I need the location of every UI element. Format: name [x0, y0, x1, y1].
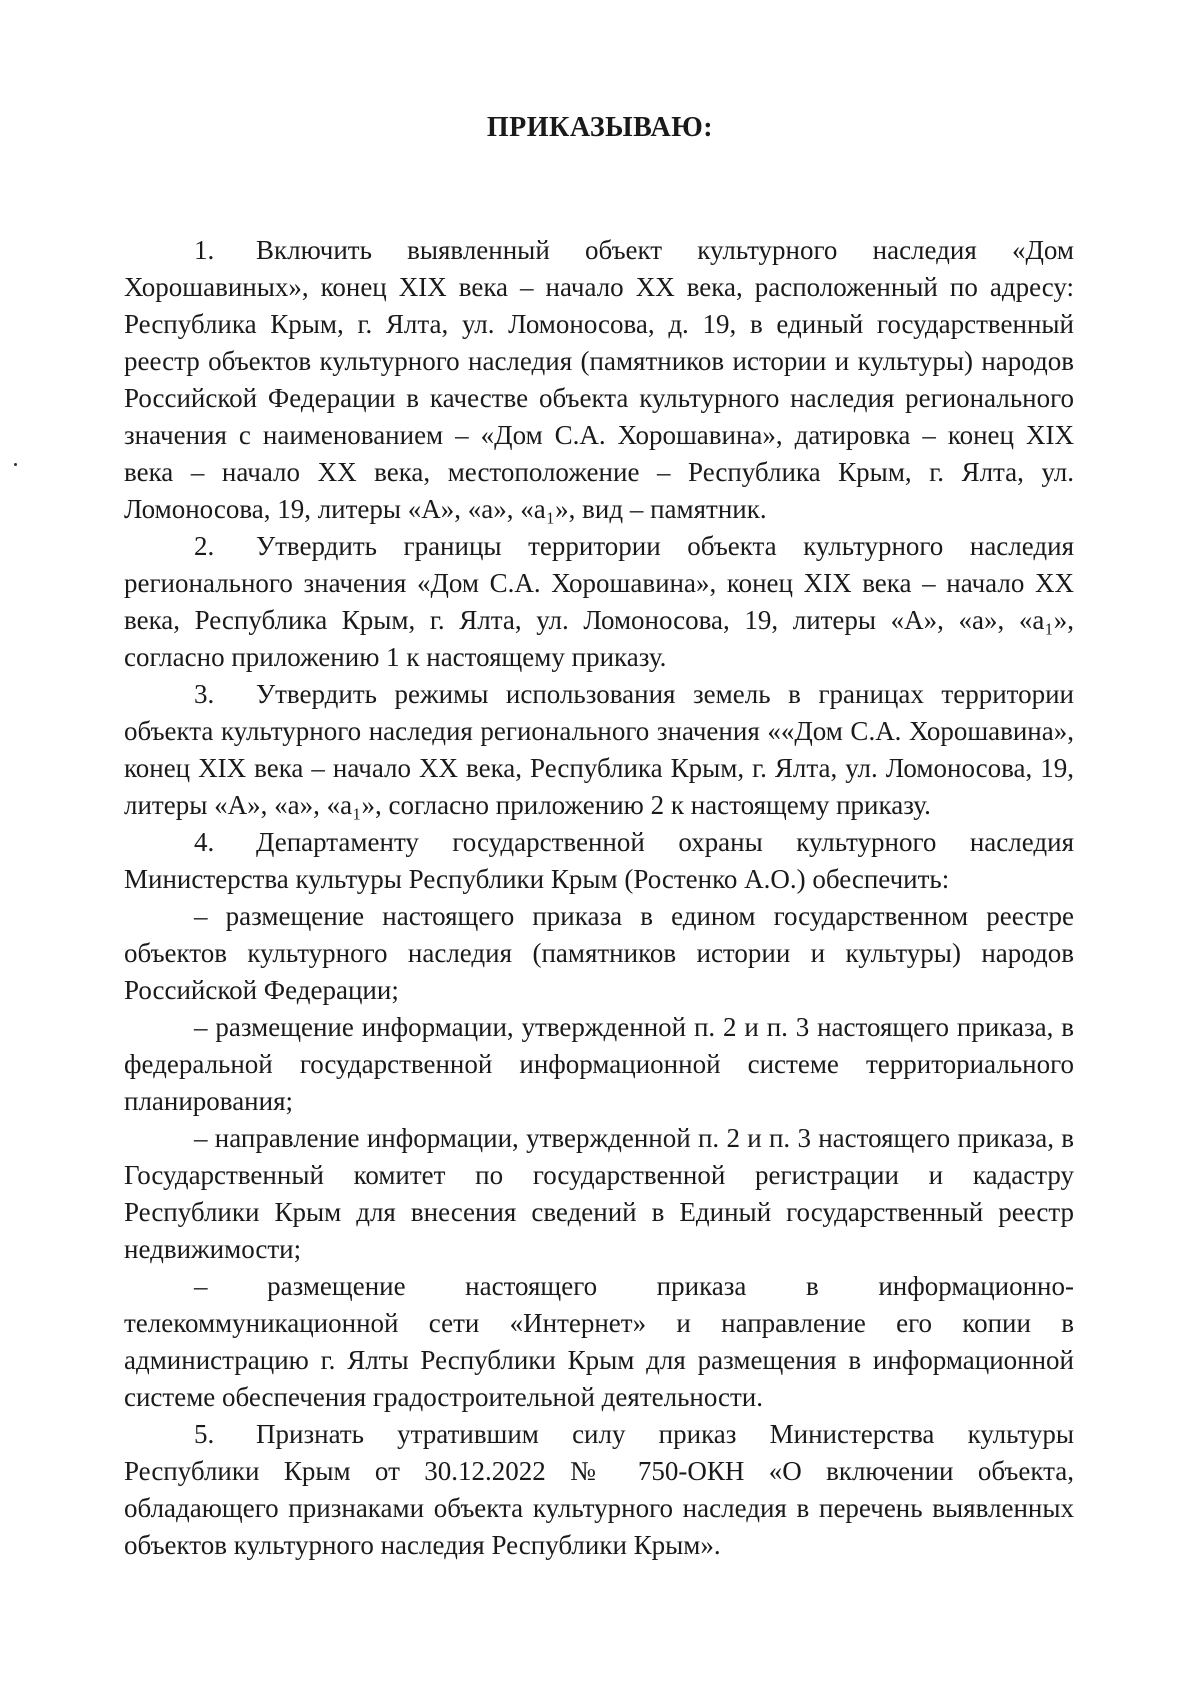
- item-number: 3.: [194, 679, 215, 709]
- subitem-registry: – размещение настоящего приказа в едином государственном реестре объектов культурного наследия (памятников истории и культуры) народов Российской Федерации;: [124, 901, 1074, 1005]
- subitem-internet: – размещение настоящего приказа в информационно-телекоммуникационной сети «Интернет» и направление его копии в администрацию г. Ялты Республики Крым для размещения в информационной системе обеспечения градостроительной деятельности.: [124, 1271, 1074, 1412]
- item-text: Утвердить режимы использования земель в границах территории объекта культурного наследия регионального значения ««Дом С.А. Хорошавина», конец XIX века – начало XX века, Республика Крым, г. Ялта, ул. Ломоносова, 19, литеры «А», «а», «а₁», согласно приложению 2 к настоящему приказу.: [124, 679, 1074, 820]
- item-text: Департаменту государственной охраны культурного наследия Министерства культуры Республики Крым (Ростенко А.О.) обеспечить:: [124, 827, 1074, 894]
- scan-speck: [14, 463, 17, 466]
- item-number: 5.: [194, 1419, 215, 1449]
- item-text: Признать утратившим силу приказ Министерства культуры Республики Крым от 30.12.2022 № 750-ОКН «О включении объекта, обладающего признаками объекта культурного наследия в перечень выявленных объектов культурного наследия Республики Крым».: [124, 1419, 1074, 1560]
- item-number: 1.: [194, 235, 215, 265]
- item-number: 2.: [194, 531, 215, 561]
- item-number: 4.: [194, 827, 215, 857]
- order-body: [124, 232, 1074, 1564]
- order-item-3: [124, 676, 1074, 824]
- subitem-cadastre: – направление информации, утвержденной п. 2 и п. 3 настоящего приказа, в Государственный комитет по государственной регистрации и кадастру Республики Крым для внесения сведений в Единый государственный реестр недвижимости;: [124, 1123, 1074, 1264]
- item-text: Утвердить границы территории объекта культурного наследия регионального значения «Дом С.А. Хорошавина», конец XIX века – начало XX века, Республика Крым, г. Ялта, ул. Ломоносова, 19, литеры «А», «а», «а₁», согласно приложению 1 к настоящему приказу.: [124, 531, 1074, 672]
- order-item-5: [124, 1416, 1074, 1564]
- document-heading: ПРИКАЗЫВАЮ:: [486, 112, 714, 143]
- order-item-4: [124, 824, 1074, 898]
- subitem-fgis: – размещение информации, утвержденной п. 2 и п. 3 настоящего приказа, в федеральной государственной информационной системе территориального планирования;: [124, 1012, 1074, 1116]
- item-text: Включить выявленный объект культурного наследия «Дом Хорошавиных», конец XIX века – начало XX века, расположенный по адресу: Республика Крым, г. Ялта, ул. Ломоносова, д. 19, в единый государственный реестр объектов культурного наследия (памятников истории и культуры) народов Российской Федерации в качестве объекта культурного наследия регионального значения с наименованием – «Дом С.А. Хорошавина», датировка – конец XIX века – начало XX века, местоположение – Республика Крым, г. Ялта, ул. Ломоносова, 19, литеры «А», «а», «а₁», вид – памятник.: [124, 235, 1074, 524]
- order-item-2: [124, 528, 1074, 676]
- order-item-1: [124, 232, 1074, 528]
